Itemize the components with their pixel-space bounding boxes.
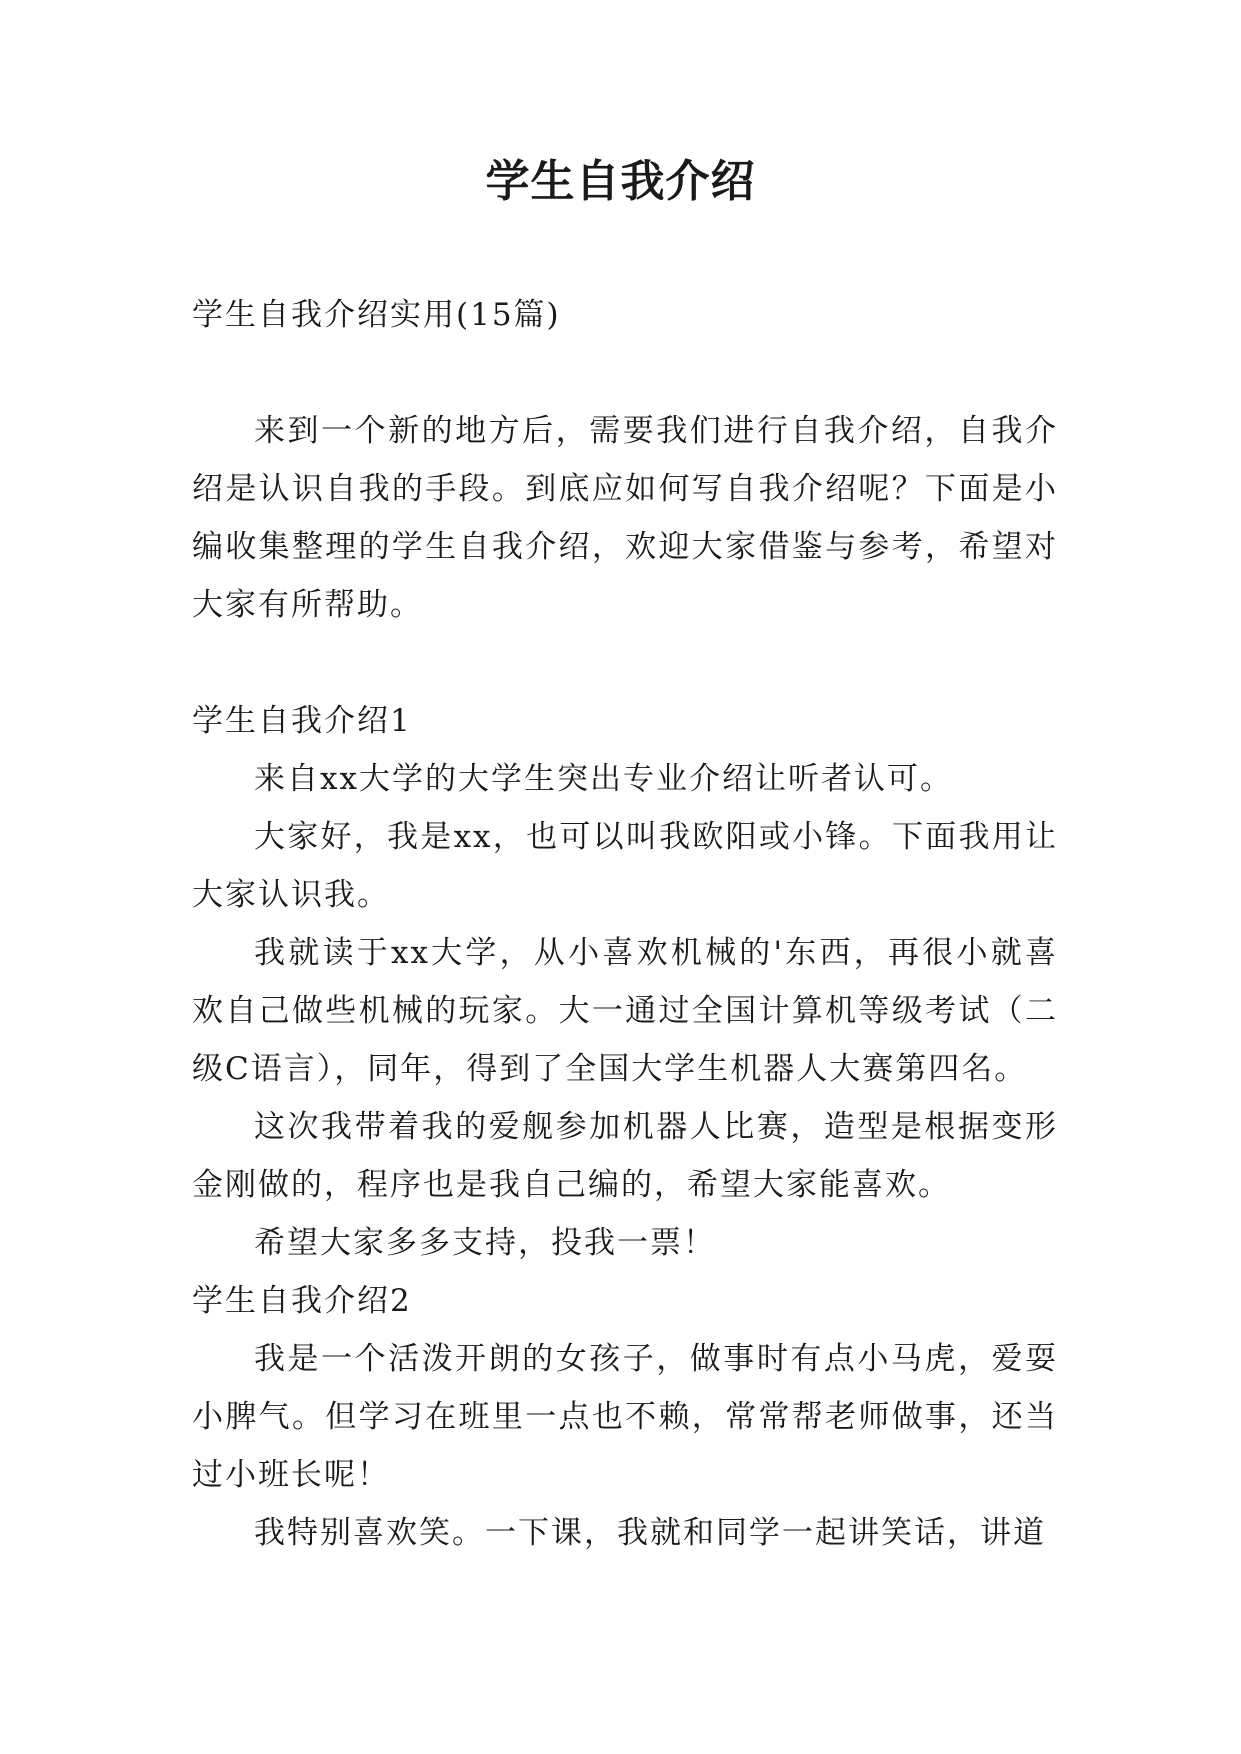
body-paragraph: 我是一个活泼开朗的女孩子，做事时有点小马虎，爱耍小脾气。但学习在班里一点也不赖，常常帮老师做事，还当过小班长呢！ — [192, 1341, 1058, 1493]
body-paragraph: 我就读于xx大学，从小喜欢机械的'东西，再很小就喜欢自己做些机械的玩家。大一通过全国计算机等级考试（二级C语言），同年，得到了全国大学生机器人大赛第四名。 — [192, 935, 1058, 1087]
body-paragraph: 希望大家多多支持，投我一票！ — [254, 1225, 716, 1261]
body-paragraph: 这次我带着我的爱舰参加机器人比赛，造型是根据变形金刚做的，程序也是我自己编的，希望大家能喜欢。 — [192, 1109, 1058, 1203]
section-heading: 学生自我介绍1 — [192, 703, 412, 739]
body-paragraph: 大家好，我是xx，也可以叫我欧阳或小锋。下面我用让大家认识我。 — [192, 819, 1058, 913]
document-title: 学生自我介绍 — [485, 156, 756, 207]
section-heading: 学生自我介绍2 — [192, 1283, 412, 1319]
intro-paragraph: 来到一个新的地方后，需要我们进行自我介绍，自我介绍是认识自我的手段。到底应如何写自我介绍呢？下面是小编收集整理的学生自我介绍，欢迎大家借鉴与参考，希望对大家有所帮助。 — [192, 413, 1058, 623]
body-paragraph: 来自xx大学的大学生突出专业介绍让听者认可。 — [254, 761, 953, 797]
body-paragraph: 我特别喜欢笑。一下课，我就和同学一起讲笑话，讲道 — [254, 1515, 1046, 1551]
document-subtitle: 学生自我介绍实用(15篇) — [192, 297, 561, 333]
document-body — [192, 286, 1058, 1562]
